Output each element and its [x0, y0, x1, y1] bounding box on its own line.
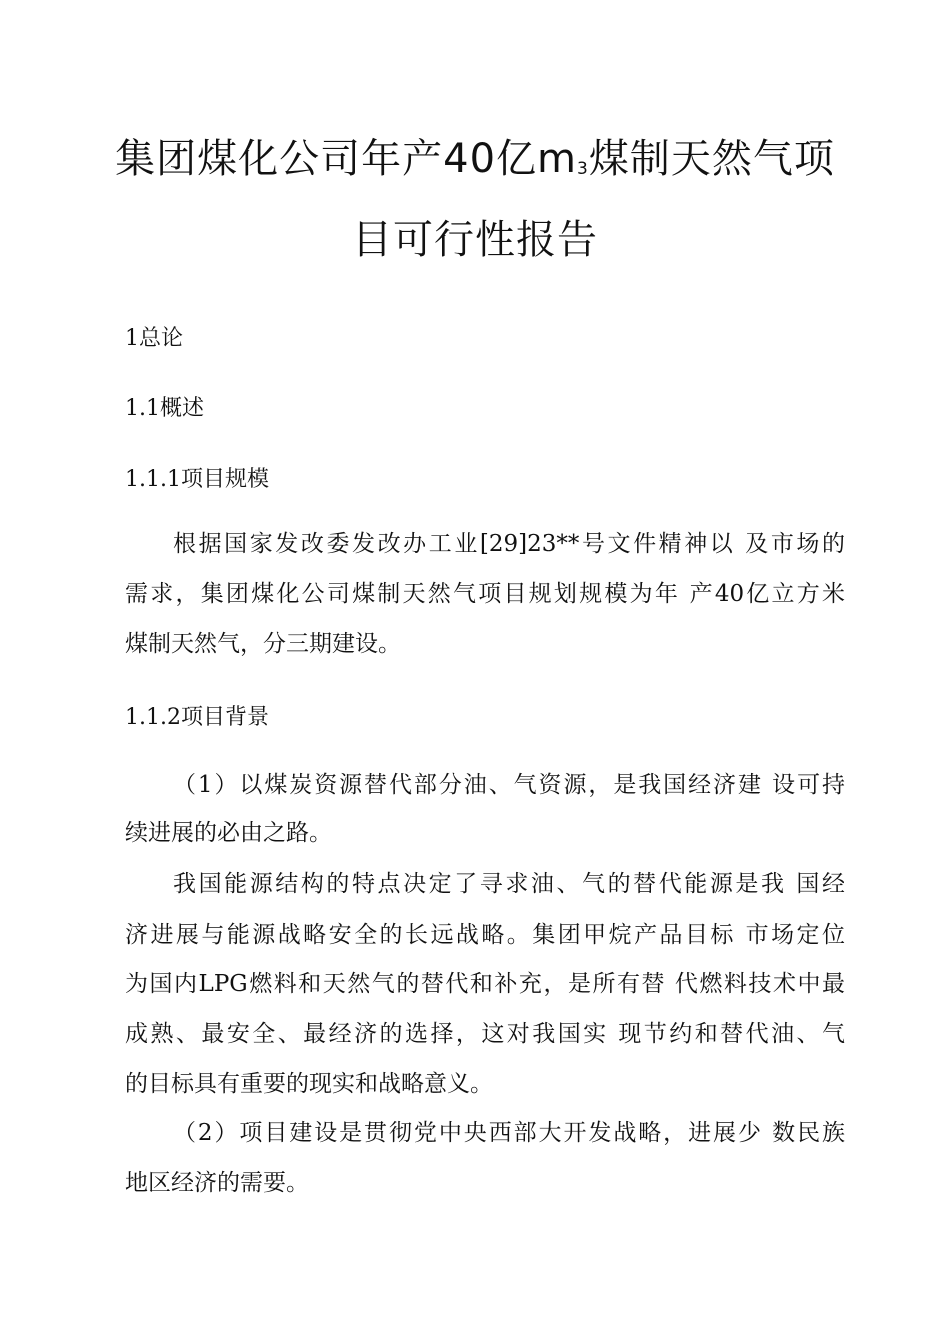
paragraph-line: 成熟、最安全、最经济的选择，这对我国实 现节约和替代油、气: [125, 1021, 845, 1047]
paragraph-line: 济进展与能源战略安全的长远战略。集团甲烷产品目标 市场定位: [125, 922, 845, 948]
paragraph-line: 的目标具有重要的现实和战略意义。: [125, 1071, 493, 1097]
paragraph-line: 为国内LPG燃料和天然气的替代和补充，是所有替 代燃料技术中最: [125, 971, 845, 997]
paragraph-line: （1）以煤炭资源替代部分油、气资源，是我国经济建 设可持: [173, 772, 845, 798]
paragraph-line: 续进展的必由之路。: [125, 820, 332, 846]
section-heading-1-1-2: 1.1.2项目背景: [125, 705, 269, 730]
title-unit-superscript: 3: [577, 159, 589, 179]
paragraph-line: 需求，集团煤化公司煤制天然气项目规划规模为年 产40亿立方米: [125, 581, 845, 607]
section-heading-1-1: 1.1概述: [125, 396, 204, 421]
paragraph-line: 煤制天然气，分三期建设。: [125, 631, 401, 657]
paragraph-line: （2）项目建设是贯彻党中央西部大开发战略，进展少 数民族: [173, 1120, 845, 1146]
paragraph-line: 地区经济的需要。: [125, 1170, 309, 1196]
section-heading-1-1-1: 1.1.1项目规模: [125, 467, 269, 492]
title-text-post: 煤制天然气项: [588, 136, 835, 182]
document-title-line-2: 目可行性报告: [352, 217, 598, 263]
title-text-pre: 集团煤化公司年产40亿m: [115, 136, 578, 182]
section-heading-1: 1总论: [125, 326, 183, 351]
paragraph-line: 我国能源结构的特点决定了寻求油、气的替代能源是我 国经: [173, 871, 845, 897]
paragraph-line: 根据国家发改委发改办工业[29]23**号文件精神以 及市场的: [173, 531, 845, 557]
document-title-line-1: [0, 136, 950, 182]
